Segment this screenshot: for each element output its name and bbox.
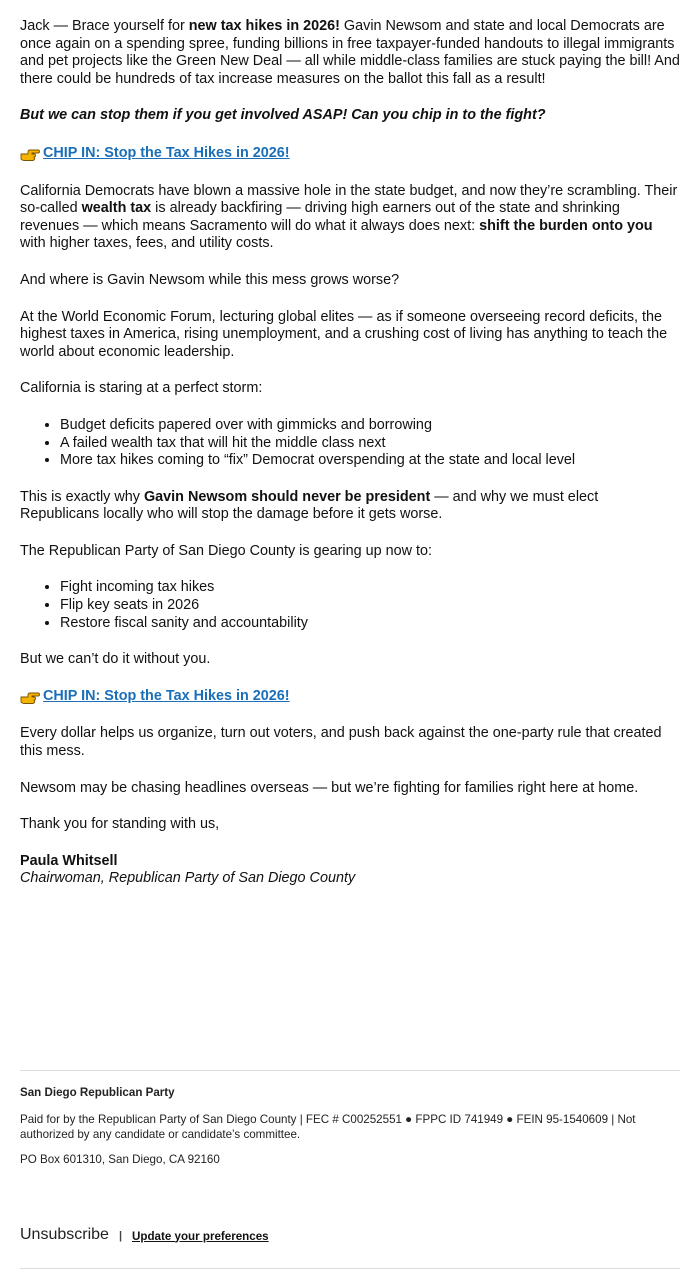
list-item: • Budget deficits papered over with gimmicks and borrowing xyxy=(60,417,680,435)
pointing-hand-icon xyxy=(20,691,40,705)
email-body xyxy=(20,18,680,888)
pointing-hand-icon xyxy=(20,148,40,162)
chip-in-link-row-2[interactable] xyxy=(20,688,680,706)
headlines-paragraph: Newsom may be chasing headlines overseas — but we’re fighting for families right here at home. xyxy=(20,779,639,796)
list-item: • Restore fiscal sanity and accountability xyxy=(60,615,680,633)
list-item: • Flip key seats in 2026 xyxy=(60,597,680,615)
budget-paragraph: California Democrats have blown a massive hole in the state budget, and now they’re scrambling. Their so-called wealth tax is already backfiring — driving high earners out of the state and shrinking revenues — which means Sacramento will do what it always does next: shift the burden onto you with higher taxes, fees, and utility costs. xyxy=(20,182,678,252)
newsom-question: And where is Gavin Newsom while this mess grows worse? xyxy=(20,271,400,288)
update-preferences-link[interactable]: Update your preferences xyxy=(132,1229,269,1243)
unsubscribe-link[interactable]: Unsubscribe xyxy=(20,1226,109,1243)
chip-in-link-row-1[interactable] xyxy=(20,145,680,163)
link-separator: | xyxy=(118,1230,123,1242)
wef-paragraph: At the World Economic Forum, lecturing global elites — as if someone overseeing record deficits, the highest taxes in America, rising unemployment, and a crushing cost of living has anything to teach the world about economic leadership. xyxy=(20,308,668,360)
without-you-text: But we can’t do it without you. xyxy=(20,651,211,668)
perfect-storm-intro: California is staring at a perfect storm: xyxy=(20,380,263,397)
list-item: • A failed wealth tax that will hit the middle class next xyxy=(60,435,680,453)
mailing-address: PO Box 601310, San Diego, CA 92160 xyxy=(20,1153,220,1166)
chip-in-link[interactable]: CHIP IN: Stop the Tax Hikes in 2026! xyxy=(43,144,290,161)
call-to-action-text: But we can stop them if you get involved ASAP! Can you chip in to the fight? xyxy=(20,107,546,124)
list-item: • More tax hikes coming to “fix” Democrat overspending at the state and local level xyxy=(60,452,680,470)
footer xyxy=(20,1070,680,1167)
signature-name: Paula Whitsell xyxy=(20,852,118,869)
thank-you-text: Thank you for standing with us, xyxy=(20,816,220,833)
intro-highlight: new tax hikes in 2026! xyxy=(188,18,340,34)
goals-list xyxy=(20,579,680,632)
signature-title: Chairwoman, Republican Party of San Diego County xyxy=(20,870,356,887)
president-paragraph: This is exactly why Gavin Newsom should never be president — and why we must elect Republicans locally who will stop the damage before it gets worse. xyxy=(20,488,599,523)
every-dollar-paragraph: Every dollar helps us organize, turn out voters, and push back against the one-party rule that created this mess. xyxy=(20,725,662,760)
footer-org-name: San Diego Republican Party xyxy=(20,1086,175,1099)
gearing-up-intro: The Republican Party of San Diego County is gearing up now to: xyxy=(20,542,432,559)
unsubscribe-row xyxy=(20,1226,680,1244)
storm-list xyxy=(20,417,680,470)
chip-in-link[interactable]: CHIP IN: Stop the Tax Hikes in 2026! xyxy=(43,687,290,704)
list-item: • Fight incoming tax hikes xyxy=(60,579,680,597)
paid-for-disclaimer: Paid for by the Republican Party of San Diego County | FEC # C00252551 ● FPPC ID 741949 ● FEIN 95-1540609 | Not authorized by any candidate or candidate’s committee. xyxy=(20,1113,636,1141)
bottom-divider xyxy=(20,1268,680,1269)
intro-paragraph: Jack — Brace yourself for new tax hikes in 2026! Gavin Newsom and state and local Democrats are once again on a spending spree, funding billions in free taxpayer-funded handouts to illegal immigrants and pet projects like the Green New Deal — all while middle-class families are stuck paying the bill! And there could be hundreds of tax increase measures on the ballot this fall as a result! xyxy=(20,18,680,87)
